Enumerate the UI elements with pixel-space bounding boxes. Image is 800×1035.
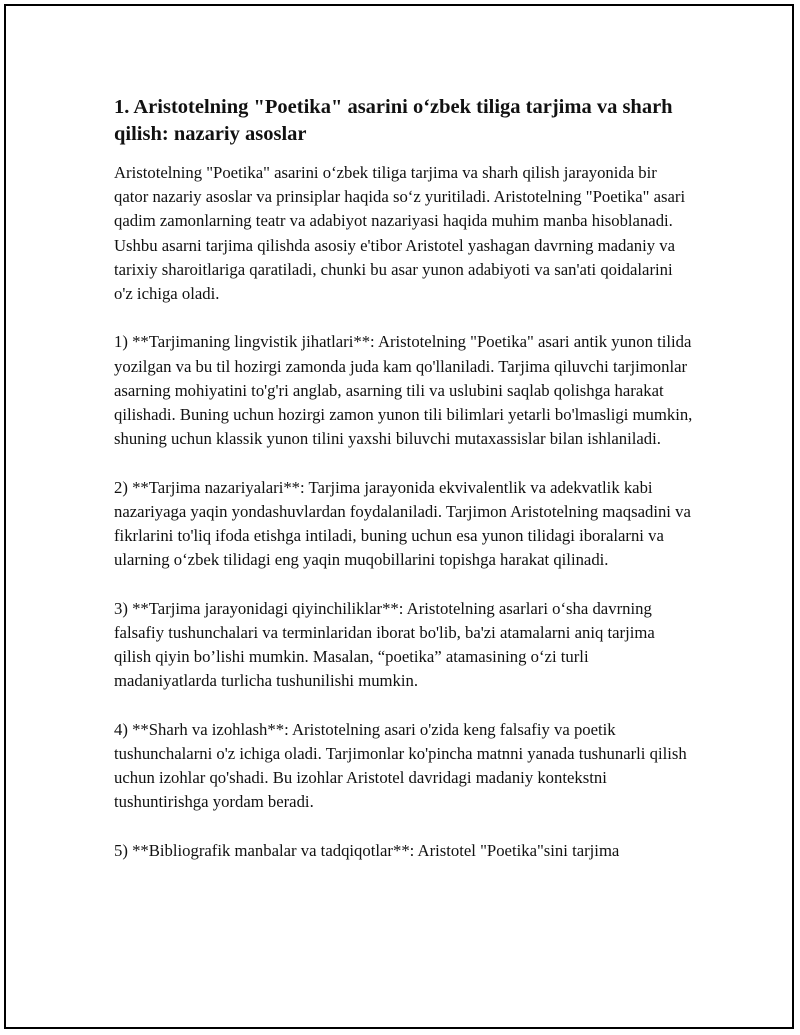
point-2-paragraph: 2) **Tarjima nazariyalari**: Tarjima jarayonida ekvivalentlik va adekvatlik kabi nazariyaga yaqin yondashuvlardan foydalaniladi. Tarjimon Aristotelning maqsadini va fikrlarini to'liq ifoda etishga intiladi, buning uchun esa yunon tilidagi iboralarni va ularning o‘zbek tilidagi eng yaqin muqobillarini topishga harakat qilinadi. [114, 477, 691, 570]
intro-paragraph: Aristotelning "Poetika" asarini o‘zbek tiliga tarjima va sharh qilish jarayonida bir qator nazariy asoslar va prinsiplar haqida so‘z yuritiladi. Aristotelning "Poetika" asari qadim zamonlarning teatr va adabiyot nazariyasi haqida muhim manba hisoblanadi. Ushbu asarni tarjima qilishda asosiy e'tibor Aristotel yashagan davrning madaniy va tarixiy sharoitlariga qaratiladi, chunki bu asar yunon adabiyoti va san'ati qoidalarini o'z ichiga oladi. [114, 163, 686, 304]
document-body [114, 94, 694, 887]
point-1-paragraph: 1) **Tarjimaning lingvistik jihatlari**: Aristotelning "Poetika" asari antik yunon tilida yozilgan va bu til hozirgi zamonda juda kam qo'llaniladi. Tarjima qiluvchi tarjimonlar asarning mohiyatini to'g'ri anglab, asarning tili va uslubini saqlab qolishga harakat qilishadi. Buning uchun hozirgi zamon yunon tili bilimlari yetarli bo'lmasligi mumkin, shuning uchun klassik yunon tilini yaxshi biluvchi mutaxassislar bilan ishlaniladi. [114, 332, 693, 449]
point-5-paragraph: 5) **Bibliografik manbalar va tadqiqotlar**: Aristotel "Poetika"sini tarjima [114, 840, 620, 860]
section-heading: 1. Aristotelning "Poetika" asarini o‘zbek tiliga tarjima va sharh qilish: nazariy asoslar [114, 96, 673, 145]
point-4-paragraph: 4) **Sharh va izohlash**: Aristotelning asari o'zida keng falsafiy va poetik tushunchalarni o'z ichiga oladi. Tarjimonlar ko'pincha matnni yanada tushunarli qilish uchun izohlar qo'shadi. Bu izohlar Aristotel davridagi madaniy kontekstni tushuntirishga yordam beradi. [114, 719, 687, 812]
point-3-paragraph: 3) **Tarjima jarayonidagi qiyinchiliklar**: Aristotelning asarlari o‘sha davrning falsafiy tushunchalari va terminlaridan iborat bo'lib, ba'zi atamalarni aniq tarjima qilish qiyin bo’lishi mumkin. Masalan, “poetika” atamasining o‘zi turli madaniyatlarda turlicha tushunilishi mumkin. [114, 598, 655, 691]
